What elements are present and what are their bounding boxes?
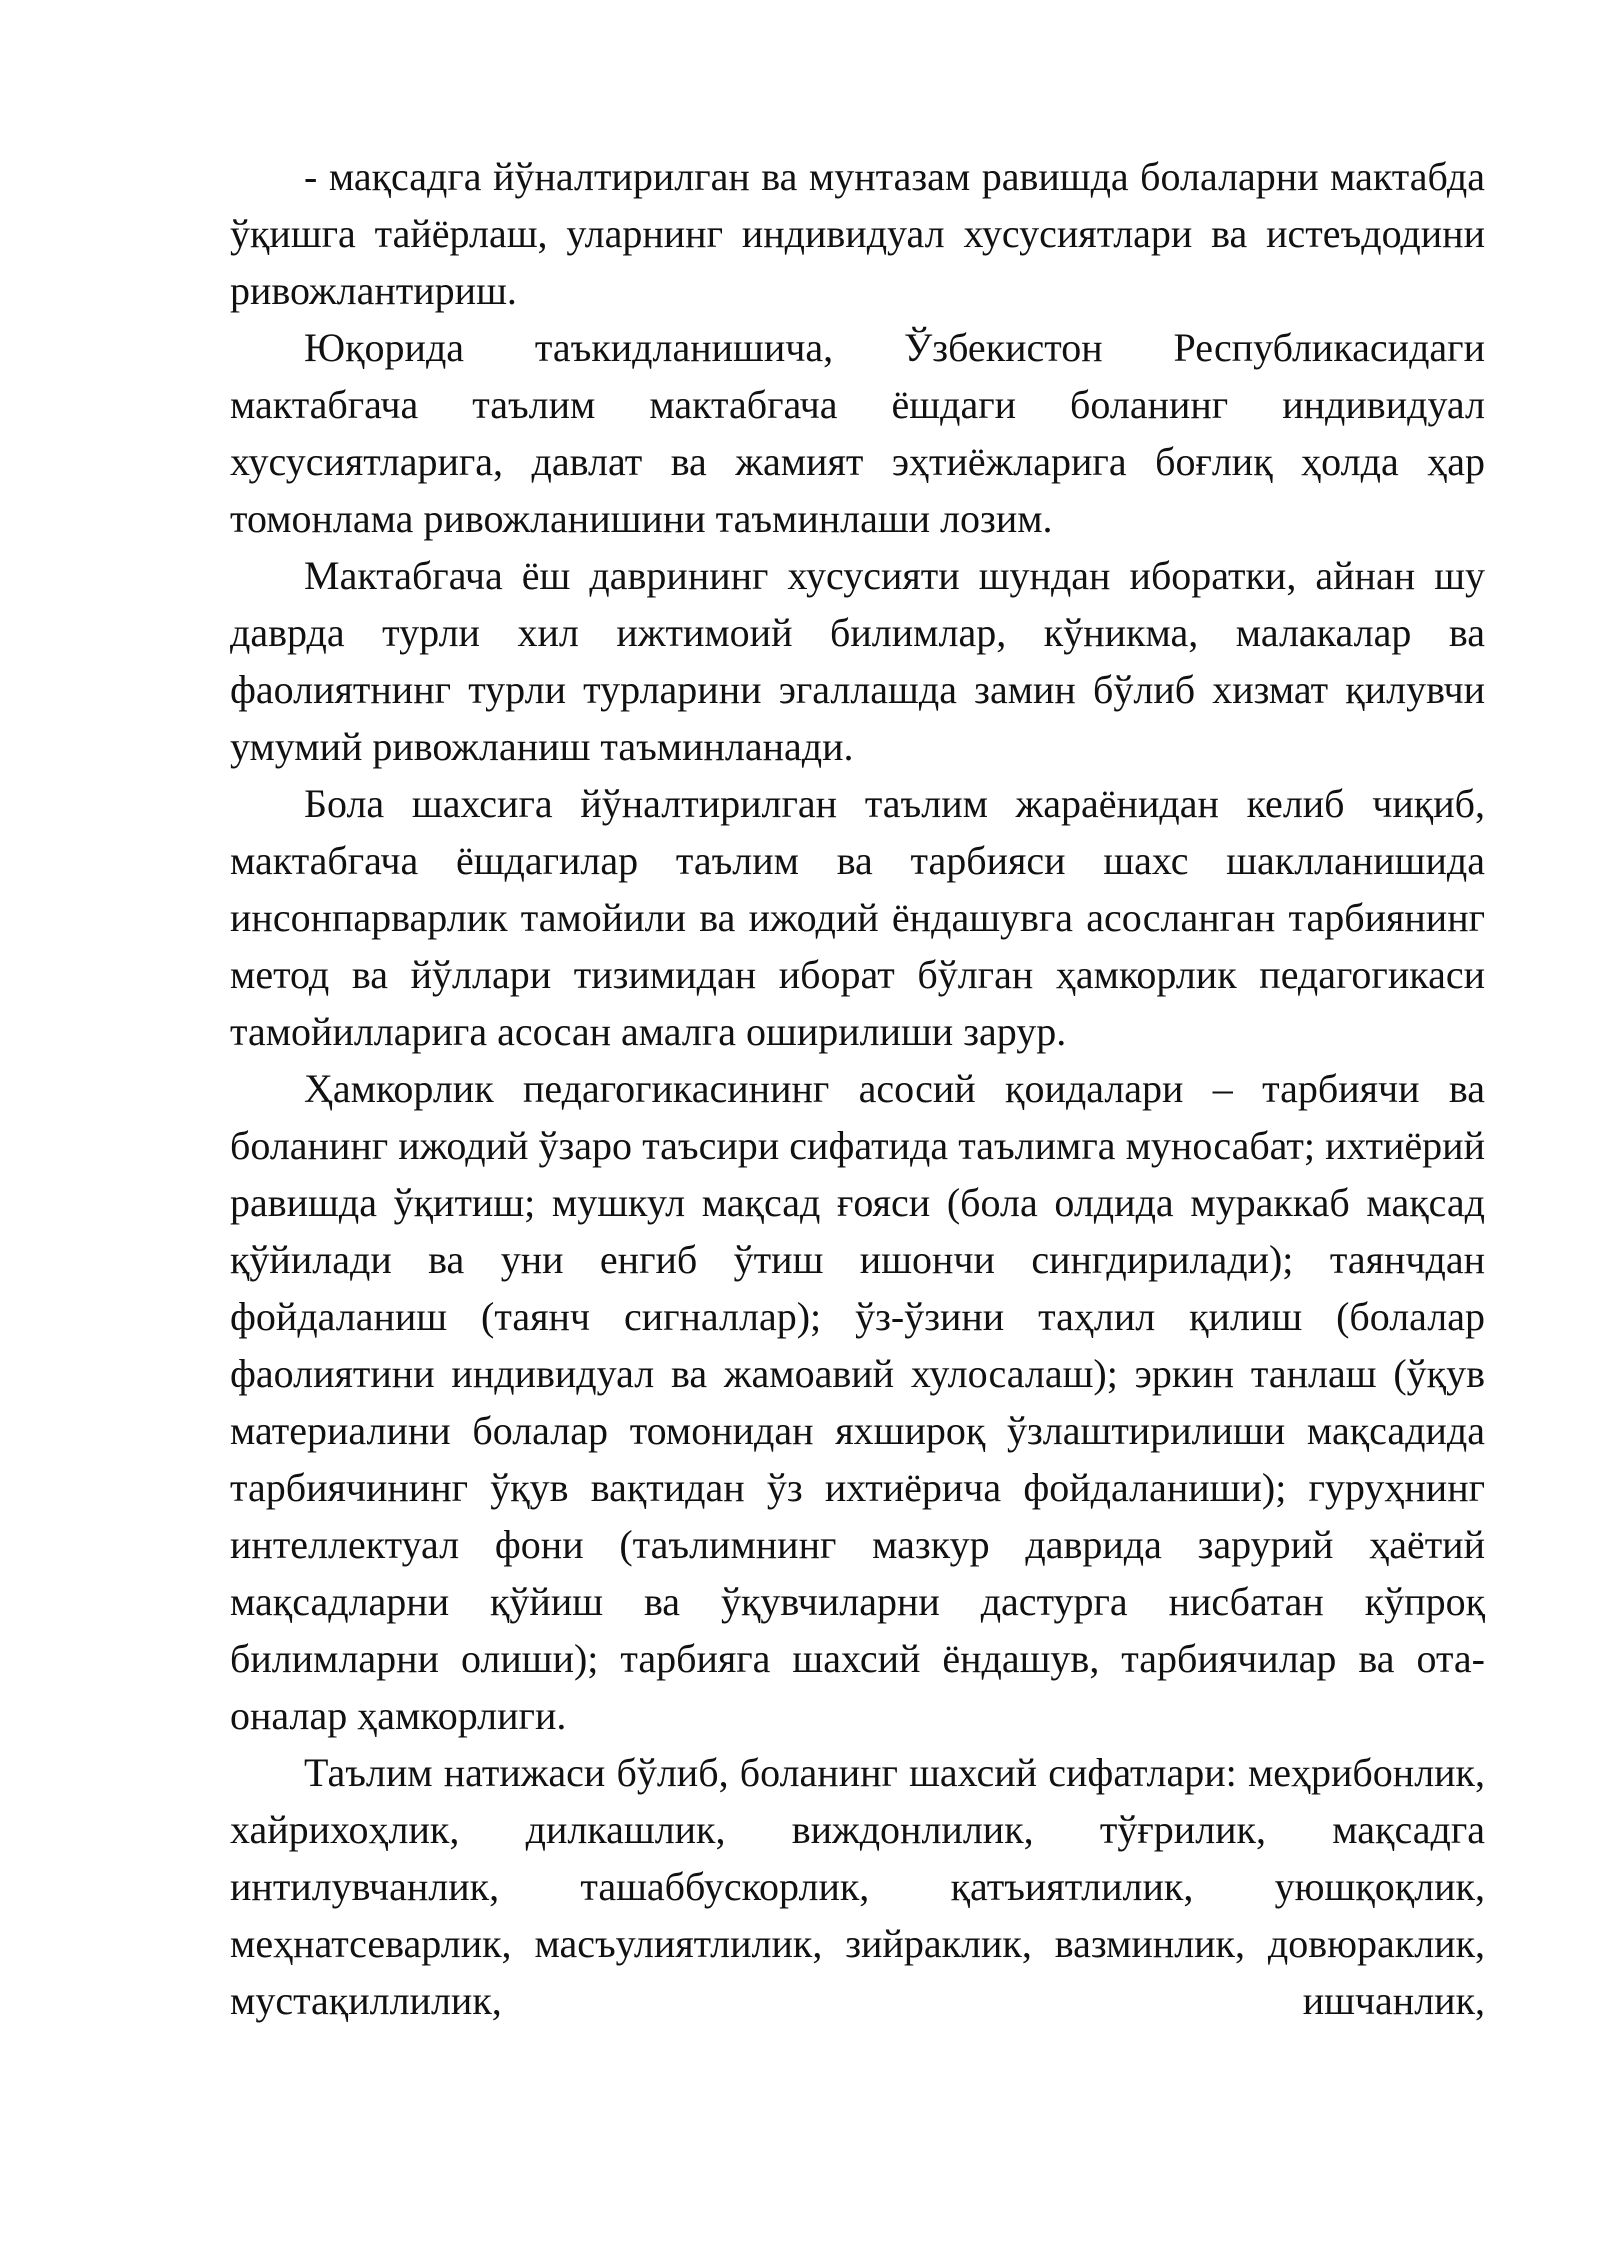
paragraph-child-centered-learning: Бола шахсига йўналтирилган таълим жараёнидан келиб чиқиб, мактабгача ёшдагилар таълим ва тарбияси шахс шаклланишида инсонпарварлик тамойили ва ижодий ёндашувга асосланган тарбиянинг метод ва йўллари тизимидан иборат бўлган ҳамкорлик педагогикаси тамойилларига асосан амалга оширилиши зарур. — [230, 781, 1485, 1054]
paragraph-preschool-age: Мактабгача ёш даврининг хусусияти шундан иборатки, айнан шу даврда турли хил ижтимоий билимлар, кўникма, малакалар ва фаолиятнинг турли турларини эгаллашда замин бўлиб хизмат қилувчи умумий ривожланиш таъминланади. — [230, 553, 1485, 769]
paragraph-goal: - мақсадга йўналтирилган ва мунтазам равишда болаларни мактабда ўқишга тайёрлаш, уларнинг индивидуал хусусиятлари ва истеъдодини ривожлантириш. — [230, 154, 1485, 313]
paragraph-cooperation-pedagogy: Ҳамкорлик педагогикасининг асосий қоидалари – тарбиячи ва боланинг ижодий ўзаро таъсири сифатида таълимга муносабат; ихтиёрий равишда ўқитиш; мушкул мақсад ғояси (бола олдида мураккаб мақсад қўйилади ва уни енгиб ўтиш ишончи сингдирилади); таянчдан фойдаланиш (таянч сигналлар); ўз-ўзини таҳлил қилиш (болалар фаолиятини индивидуал ва жамоавий хулосалаш); эркин танлаш (ўқув материалини болалар томонидан яхшироқ ўзлаштирилиши мақсадида тарбиячининг ўқув вақтидан ўз ихтиёрича фойдаланиши); гуруҳнинг интеллектуал фони (таълимнинг мазкур даврида зарурий ҳаётий мақсадларни қўйиш ва ўқувчиларни дастурга нисбатан кўпроқ билимларни олиши); тарбияга шахсий ёндашув, тарбиячилар ва ота-оналар ҳамкорлиги. — [230, 1066, 1485, 1738]
document-body — [230, 148, 1485, 2029]
paragraph-preschool-education: Юқорида таъкидланишича, Ўзбекистон Республикасидаги мактабгача таълим мактабгача ёшдаги боланинг индивидуал хусусиятларига, давлат ва жамият эҳтиёжларига боғлиқ ҳолда ҳар томонлама ривожланишини таъминлаши лозим. — [230, 325, 1485, 541]
paragraph-learning-outcome: Таълим натижаси бўлиб, боланинг шахсий сифатлари: меҳрибонлик, хайрихоҳлик, дилкашлик, виждонлилик, тўғрилик, мақсадга интилувчанлик, ташаббускорлик, қатъиятлилик, уюшқоқлик, меҳнатсеварлик, масъулиятлилик, зийраклик, вазминлик, довюраклик, мустақиллилик, ишчанлик, — [230, 1750, 1485, 2023]
